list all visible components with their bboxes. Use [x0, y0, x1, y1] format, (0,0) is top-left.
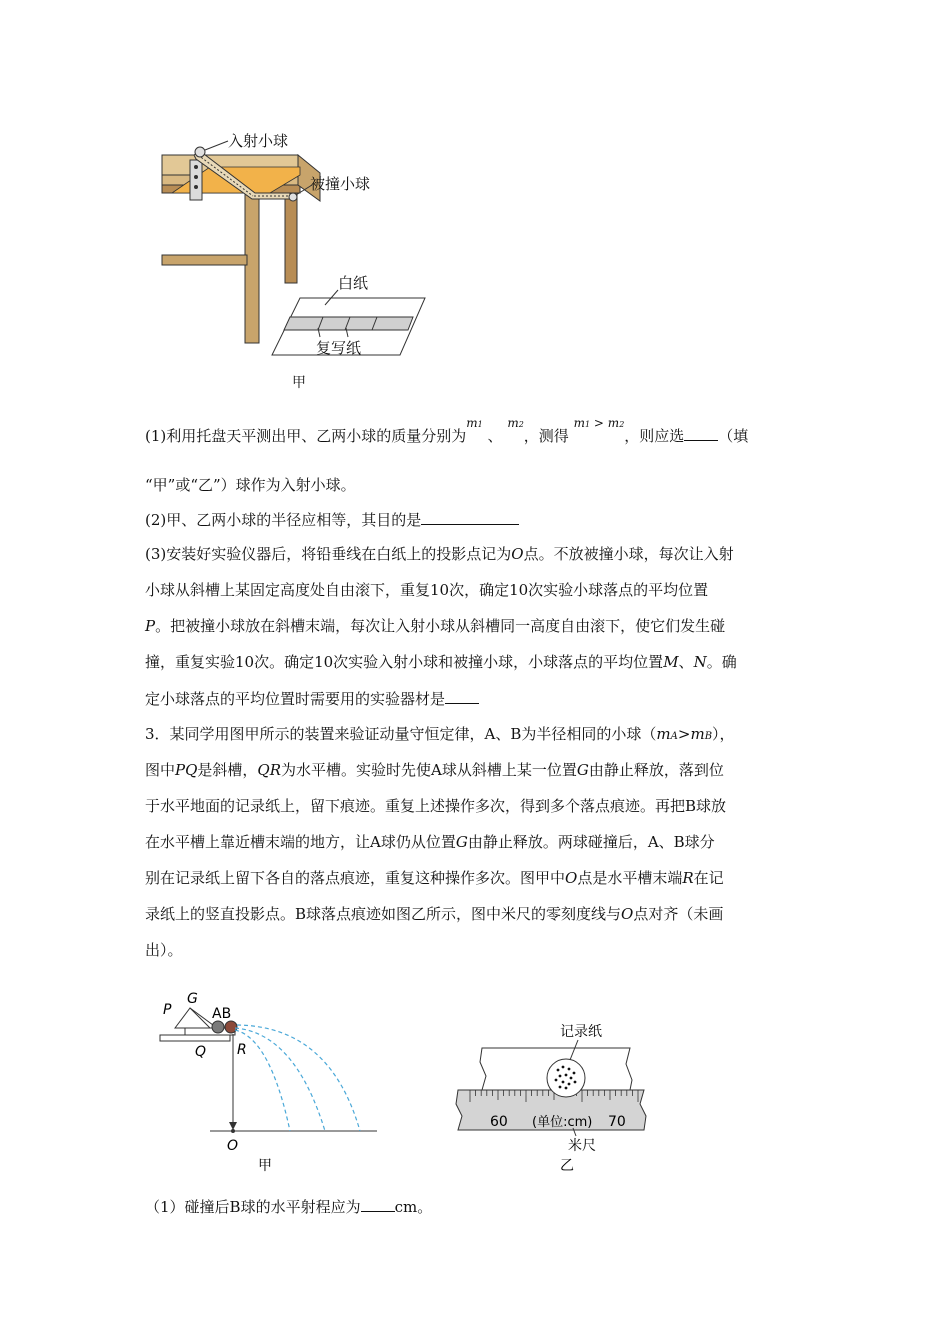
label-P: P [163, 1002, 172, 1018]
label-carbon-paper: 复写纸 [316, 339, 362, 357]
figure-jia-caption: 甲 [292, 375, 306, 391]
q2-part3-line4: 撞，重复实验10次。确定10次实验入射小球和被撞小球，小球落点的平均位置M、N。确 [145, 653, 737, 671]
answer-blank[interactable] [421, 508, 519, 525]
label-record-paper: 记录纸 [560, 1024, 602, 1040]
q2-part2: (2)甲、乙两小球的半径应相等，其目的是 [145, 508, 519, 531]
tick-label-70: 70 [608, 1114, 626, 1130]
answer-blank[interactable] [361, 1195, 395, 1212]
figure-ruler-record [450, 1012, 650, 1177]
label-O: O [227, 1138, 239, 1154]
label-R: R [237, 1042, 247, 1058]
q3-line5: 别在记录纸上留下各自的落点痕迹，重复这种操作多次。图甲中O点是水平槽末端R在记 [145, 869, 724, 887]
q2-part3-line2: 小球从斜槽上某固定高度处自由滚下，重复10次，确定10次实验小球落点的平均位置 [145, 581, 709, 599]
figure-chute-trajectories [155, 988, 385, 1178]
answer-blank[interactable] [684, 424, 718, 441]
label-Q: Q [195, 1044, 207, 1060]
q2-part1-line1: (1)利用托盘天平测出甲、乙两小球的质量分别为$^{m1}$ 、 $^{m2}$，测得 $^{m1 > m2}$，则应选 （填 [145, 416, 749, 445]
q3-line4: 在水平槽上靠近槽末端的地方，让A球仍从位置G由静止释放。两球碰撞后，A、B球分 [145, 833, 715, 851]
q3-line3: 于水平地面的记录纸上，留下痕迹。重复上述操作多次，得到多个落点痕迹。再把B球放 [145, 797, 727, 815]
label-white-paper: 白纸 [338, 274, 369, 292]
q3-sub1: （1）碰撞后B球的水平射程应为 cm。 [145, 1195, 432, 1218]
label-ruler: 米尺 [568, 1138, 596, 1154]
label-target-ball: 被撞小球 [310, 175, 371, 193]
figure-yi-caption: 乙 [560, 1158, 574, 1174]
answer-blank[interactable] [445, 687, 479, 704]
q2-part3-line3: P。把被撞小球放在斜槽末端，每次让入射小球从斜槽同一高度自由滚下，使它们发生碰 [145, 617, 726, 635]
figure-jia2-caption: 甲 [258, 1158, 272, 1174]
q3-line7: 出）。 [145, 941, 183, 959]
q2-part3-line1: (3)安装好实验仪器后，将铅垂线在白纸上的投影点记为O点。不放被撞小球，每次让入射 [145, 545, 734, 563]
label-G: G [187, 991, 198, 1007]
label-AB: AB [212, 1006, 232, 1022]
tick-label-60: 60 [490, 1114, 508, 1130]
label-incident-ball: 入射小球 [228, 132, 289, 150]
q3-line2: 图中PQ是斜槽，QR为水平槽。实验时先使A球从斜槽上某一位置G由静止释放，落到位 [145, 761, 724, 779]
q2-part3-line5: 定小球落点的平均位置时需要用的实验器材是 [145, 687, 479, 710]
label-unit: (单位:cm) [532, 1115, 593, 1130]
figure-apparatus [150, 125, 440, 390]
q3-line6: 录纸上的竖直投影点。B球落点痕迹如图乙所示，图中米尺的零刻度线与O点对齐（未画 [145, 905, 724, 923]
q3-line1: 3．某同学用图甲所示的装置来验证动量守恒定律，A、B为半径相同的小球（mA>mB）， [145, 725, 735, 743]
q2-part1-line2: “甲”或“乙”）球作为入射小球。 [145, 476, 356, 494]
